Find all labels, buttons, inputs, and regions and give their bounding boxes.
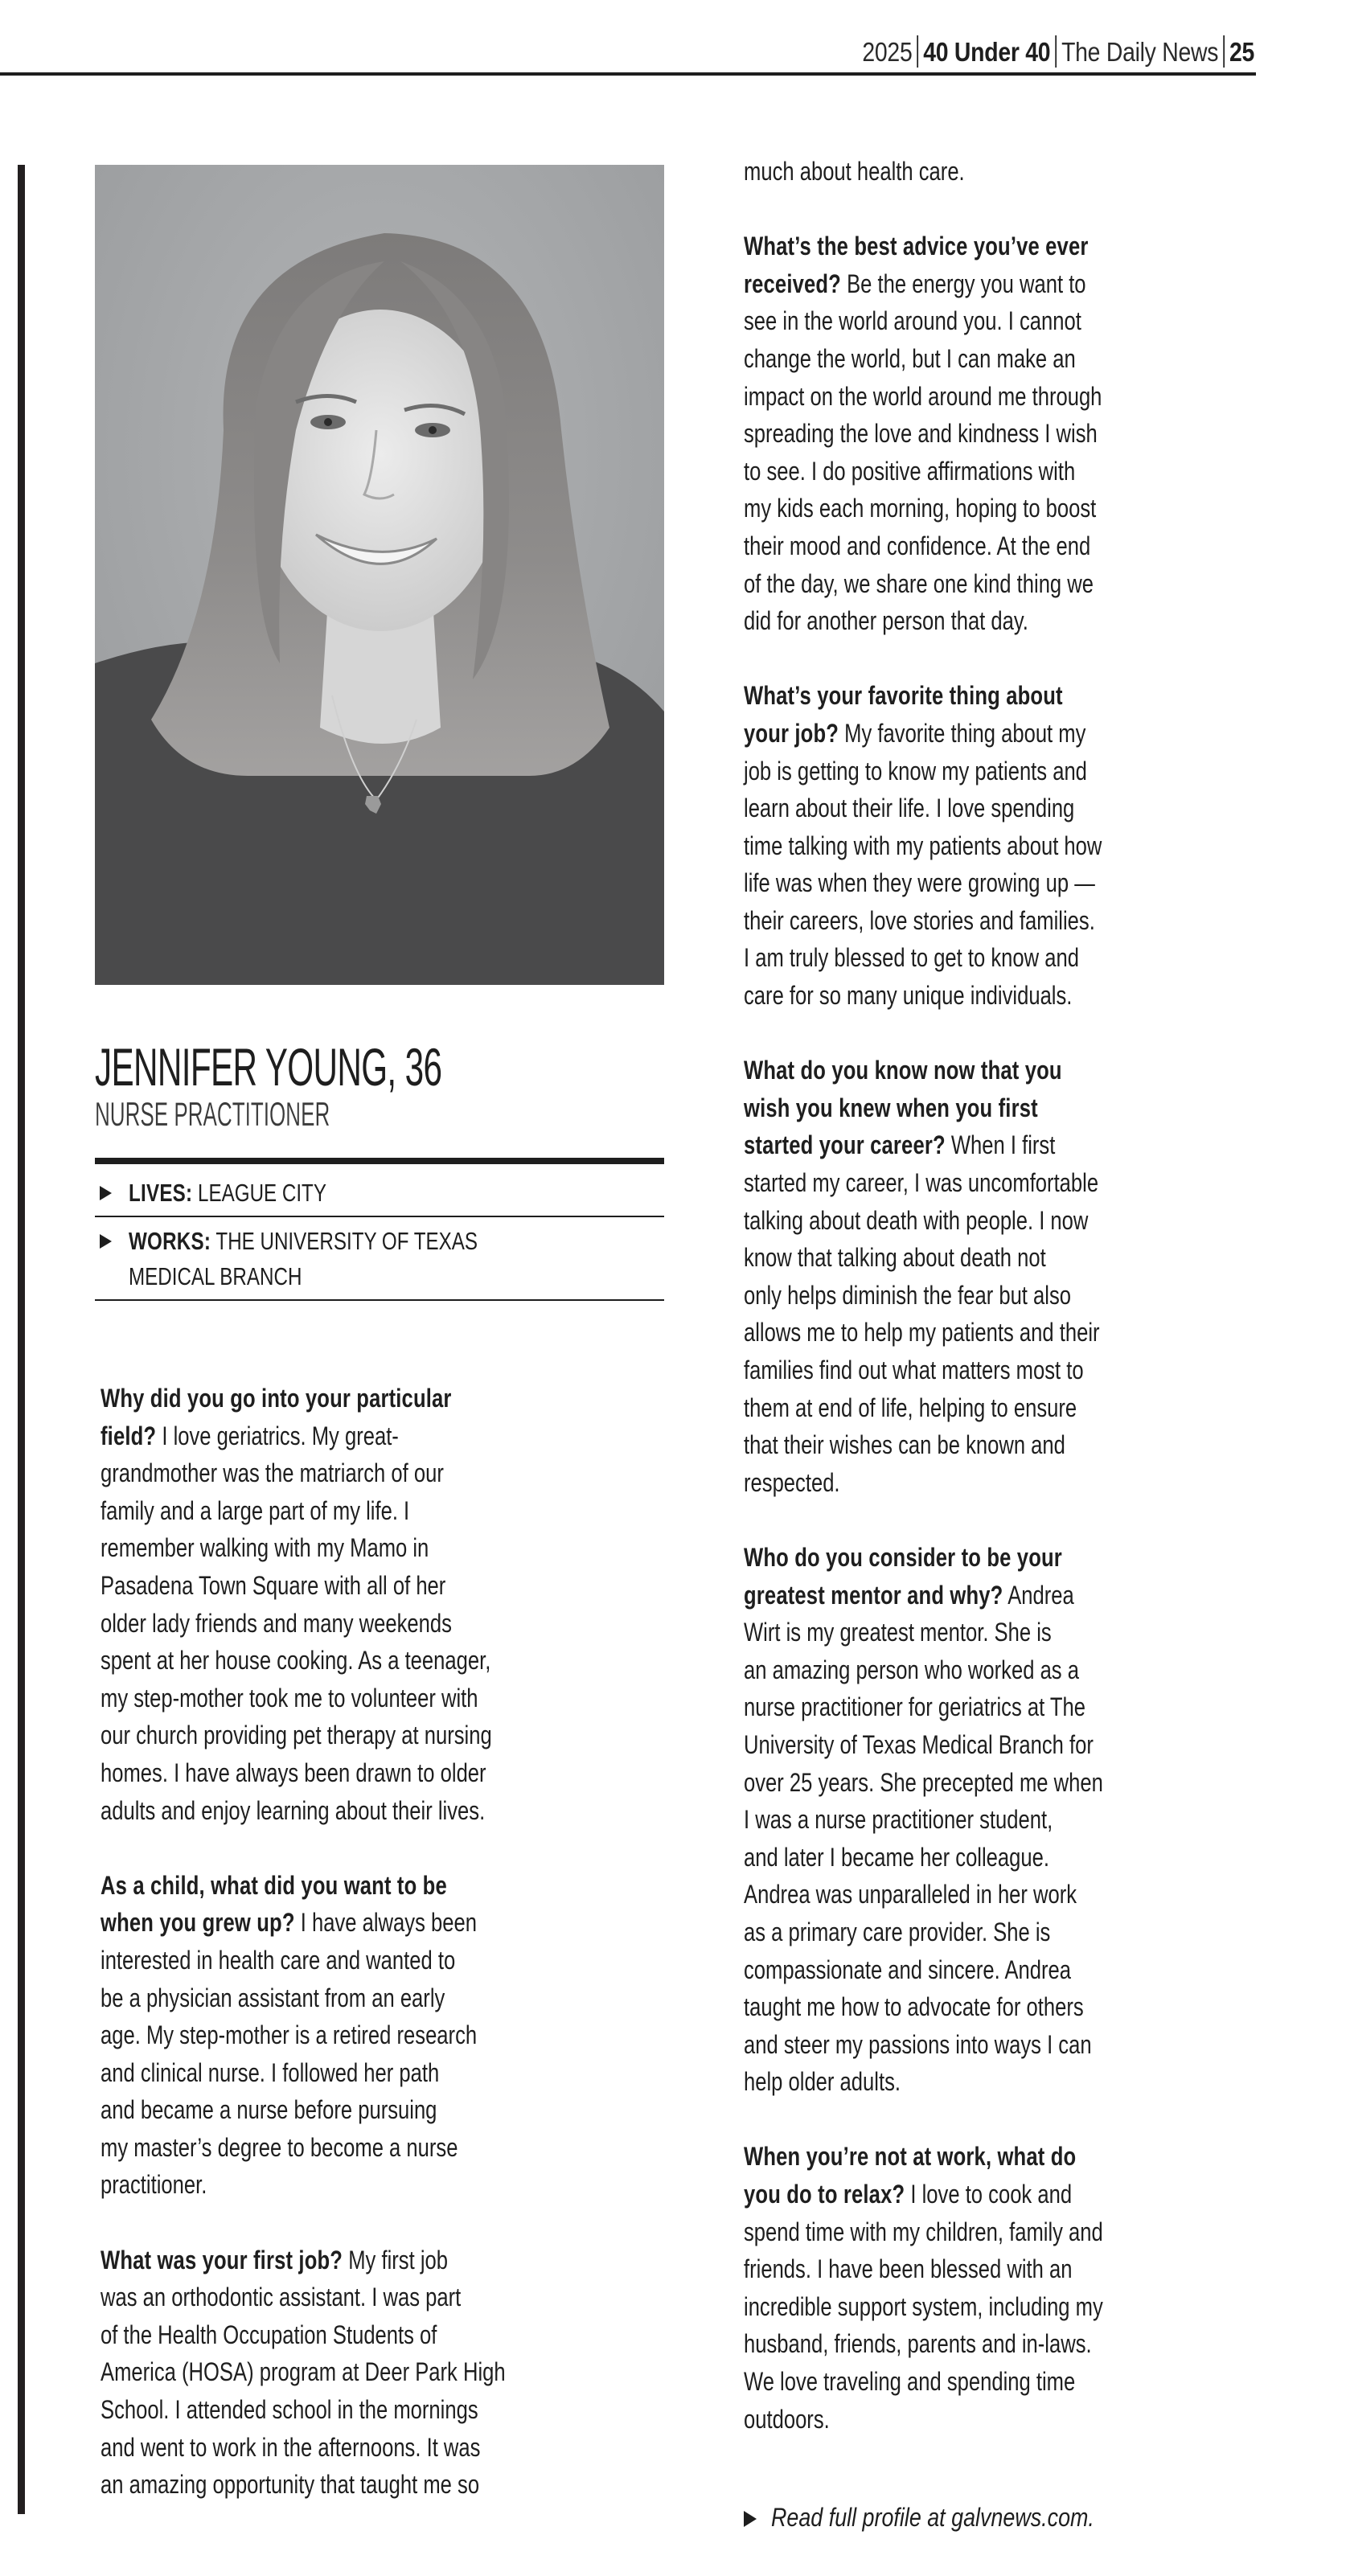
text-line (101, 2466, 551, 2504)
text-line (101, 1605, 551, 1643)
header-divider (917, 35, 919, 68)
answer-text: an amazing person who worked as a (744, 1655, 1079, 1684)
answer-text: adults and enjoy learning about their lives. (101, 1795, 486, 1825)
text-line (744, 490, 1168, 527)
header-publication: The Daily News (1061, 37, 1219, 67)
profile-facts (95, 1175, 664, 1301)
answer-text: our church providing pet therapy at nursing (101, 1721, 492, 1750)
triangle-right-icon (100, 1186, 112, 1200)
text-line (744, 2363, 1168, 2401)
answer-text: life was when they were growing up — (744, 868, 1095, 898)
answer-text: and clinical nurse. I followed her path (101, 2057, 440, 2087)
answer-text: my kids each morning, hoping to boost (744, 494, 1097, 523)
text-line (744, 2288, 1168, 2326)
decorative-side-bar (18, 165, 25, 2514)
page-header (0, 0, 1256, 76)
profile-heading (95, 1037, 664, 1132)
answer-text: only helps diminish the fear but also (744, 1280, 1071, 1310)
text-line (744, 1089, 1168, 1127)
question-text: started your career? (744, 1130, 946, 1160)
answer-text: my step-mother took me to volunteer with (101, 1683, 478, 1713)
answer-text: of the Health Occupation Students of (101, 2320, 437, 2349)
answer-text: help older adults. (744, 2067, 901, 2097)
question-text: What was your first job? (101, 2245, 343, 2275)
right-column-body (744, 153, 1274, 2476)
text-line (744, 602, 1168, 640)
answer-text: Andrea was unparalleled in her work (744, 1880, 1077, 1909)
question-text: wish you knew when you first (744, 1093, 1038, 1122)
answer-text: my master’s degree to become a nurse (101, 2132, 458, 2162)
text-line (101, 1754, 551, 1792)
answer-text: Wirt is my greatest mentor. She is (744, 1618, 1052, 1647)
answer-text: spend time with my children, family and (744, 2217, 1103, 2246)
answer-text: that their wishes can be known and (744, 1430, 1065, 1460)
answer-text: their careers, love stories and families. (744, 905, 1095, 935)
text-line (744, 1314, 1168, 1352)
text-line (101, 1380, 551, 1417)
text-line (101, 1717, 551, 1754)
text-line (744, 1577, 1168, 1614)
text-line (744, 453, 1168, 490)
text-line (744, 939, 1168, 977)
text-line (101, 2353, 551, 2391)
fact-works (95, 1224, 664, 1301)
text-line (744, 1464, 1168, 1502)
text-line (101, 1567, 551, 1605)
text-line (744, 2176, 1168, 2213)
text-line (744, 1389, 1168, 1427)
text-line (744, 715, 1168, 753)
answer-text: was an orthodontic assistant. I was part (101, 2283, 462, 2312)
text-line (744, 1614, 1168, 1651)
text-line (101, 2429, 551, 2467)
text-line (101, 2016, 551, 2054)
text-line (101, 1904, 551, 1942)
answer-text: I love to cook and (905, 2180, 1073, 2209)
answer-text: taught me how to advocate for others (744, 1992, 1084, 2022)
question-text: your job? (744, 718, 839, 748)
answer-text: allows me to help my patients and their (744, 1318, 1100, 1347)
answer-text: respected. (744, 1467, 840, 1497)
text-line (744, 1914, 1168, 1951)
text-line (101, 2091, 551, 2129)
text-line (744, 1801, 1168, 1839)
text-line (101, 1529, 551, 1567)
text-line (101, 2391, 551, 2429)
answer-text: interested in health care and wanted to (101, 1945, 456, 1975)
answer-text: I love geriatrics. My great- (156, 1421, 399, 1450)
text-line (744, 2213, 1168, 2251)
text-line (101, 1792, 551, 1830)
text-line (744, 1426, 1168, 1464)
answer-text: When I first (945, 1130, 1056, 1160)
text-line (744, 1726, 1168, 1764)
text-line (744, 2250, 1168, 2288)
answer-text: of the day, we share one kind thing we (744, 568, 1094, 598)
portrait-illustration (95, 165, 664, 985)
profile-title: NURSE PRACTITIONER (95, 1095, 330, 1133)
answer-text: and became a nurse before pursuing (101, 2095, 437, 2125)
header-page-number: 25 (1229, 37, 1254, 67)
text-line (744, 153, 1168, 191)
text-line (744, 1839, 1168, 1877)
answer-text: School. I attended school in the mornings (101, 2395, 478, 2425)
question-text: Why did you go into your particular (101, 1384, 452, 1413)
answer-text: an amazing opportunity that taught me so (101, 2470, 480, 2500)
text-line (744, 340, 1168, 378)
text-line (101, 2316, 551, 2354)
fact-value: MEDICAL BRANCH (129, 1262, 302, 1290)
answer-text: older lady friends and many weekends (101, 1608, 452, 1638)
text-line (744, 1876, 1168, 1914)
answer-text: did for another person that day. (744, 606, 1028, 636)
text-line (744, 1277, 1168, 1315)
question-text: What’s your favorite thing about (744, 681, 1063, 711)
text-line (744, 1764, 1168, 1802)
text-line (744, 1951, 1168, 1989)
question-text: What’s the best advice you’ve ever (744, 232, 1089, 261)
text-line (744, 228, 1168, 265)
text-line (101, 2242, 551, 2279)
answer-text: talking about death with people. I now (744, 1205, 1089, 1235)
text-line (744, 864, 1168, 902)
text-line (744, 902, 1168, 940)
text-line (744, 2026, 1168, 2064)
qa-paragraph (744, 677, 1274, 1014)
answer-text: started my career, I was uncomfortable (744, 1168, 1099, 1198)
answer-text: change the world, but I can make an (744, 343, 1076, 373)
question-text: Who do you consider to be your (744, 1542, 1062, 1572)
qa-paragraph (101, 1867, 663, 2204)
answer-text: over 25 years. She precepted me when (744, 1767, 1103, 1797)
answer-text: them at end of life, helping to ensure (744, 1393, 1077, 1422)
answer-text: friends. I have been blessed with an (744, 2254, 1073, 2284)
answer-text: practitioner. (101, 2170, 207, 2200)
qa-paragraph (744, 1539, 1274, 2101)
qa-paragraph (744, 228, 1274, 640)
fact-value: THE UNIVERSITY OF TEXAS (215, 1227, 478, 1255)
answer-text: grandmother was the matriarch of our (101, 1458, 444, 1488)
header-divider (1223, 35, 1225, 68)
text-line (101, 1942, 551, 1979)
answer-text: nurse practitioner for geriatrics at The (744, 1692, 1085, 1722)
text-line (101, 2279, 551, 2316)
text-line (101, 1417, 551, 1455)
answer-text: impact on the world around me through (744, 381, 1102, 411)
text-line (101, 2129, 551, 2167)
text-line (744, 2401, 1168, 2439)
heading-rule (95, 1158, 664, 1164)
answer-text: families find out what matters most to (744, 1356, 1084, 1384)
text-line (101, 2166, 551, 2204)
answer-text: as a primary care provider. She is (744, 1917, 1051, 1946)
answer-text: spreading the love and kindness I wish (744, 419, 1098, 449)
triangle-right-icon (744, 2511, 757, 2527)
question-text: when you grew up? (101, 1908, 295, 1938)
answer-text: time talking with my patients about how (744, 831, 1102, 860)
answer-text: Be the energy you want to (840, 269, 1086, 298)
text-line (744, 1126, 1168, 1164)
read-more-link[interactable] (744, 2499, 1155, 2536)
answer-text: to see. I do positive affirmations with (744, 456, 1076, 486)
answer-text: I was a nurse practitioner student, (744, 1805, 1053, 1835)
text-line (744, 2325, 1168, 2363)
profile-name: JENNIFER YOUNG, 36 (95, 1037, 442, 1097)
answer-text: remember walking with my Mamo in (101, 1533, 429, 1563)
text-line (744, 827, 1168, 865)
qa-paragraph (101, 2242, 663, 2504)
text-line (101, 1867, 551, 1905)
text-line (101, 1979, 551, 2017)
text-line (744, 378, 1168, 416)
text-line (744, 1352, 1168, 1389)
text-line (744, 1202, 1168, 1240)
answer-text: I have always been (294, 1908, 477, 1938)
text-line (744, 1988, 1168, 2026)
question-text: received? (744, 269, 841, 298)
qa-paragraph (744, 153, 1274, 191)
answer-text: age. My step-mother is a retired research (101, 2020, 478, 2050)
qa-paragraph (744, 2138, 1274, 2438)
text-line (744, 565, 1168, 603)
text-line (744, 977, 1168, 1015)
text-line (744, 1688, 1168, 1726)
fact-value: LEAGUE CITY (198, 1179, 326, 1207)
answer-text: family and a large part of my life. I (101, 1495, 410, 1525)
question-text: you do to relax? (744, 2180, 905, 2209)
text-line (101, 2054, 551, 2092)
text-line (101, 1680, 551, 1717)
answer-text: We love traveling and spending time (744, 2367, 1076, 2397)
fact-label: LIVES: (129, 1179, 193, 1207)
answer-text: their mood and confidence. At the end (744, 531, 1091, 560)
answer-text: know that talking about death not (744, 1243, 1046, 1273)
question-text: field? (101, 1421, 157, 1450)
text-line (744, 753, 1168, 790)
text-line (744, 265, 1168, 303)
answer-text: care for so many unique individuals. (744, 981, 1073, 1011)
text-line (744, 790, 1168, 827)
header-folio (862, 35, 1254, 68)
answer-text: learn about their life. I love spending (744, 794, 1075, 823)
profile-photo (95, 165, 664, 985)
text-line (744, 1239, 1168, 1277)
answer-text: incredible support system, including my (744, 2291, 1103, 2321)
text-line (744, 302, 1168, 340)
text-line (744, 677, 1168, 715)
text-line (744, 2063, 1168, 2101)
answer-text: America (HOSA) program at Deer Park High (101, 2357, 506, 2387)
left-column-body (101, 1380, 663, 2541)
text-line (744, 1164, 1168, 1202)
answer-text: outdoors. (744, 2404, 830, 2434)
text-line (101, 1492, 551, 1530)
answer-text: and went to work in the afternoons. It was (101, 2432, 481, 2462)
text-line (744, 527, 1168, 565)
answer-text: husband, friends, parents and in-laws. (744, 2329, 1092, 2359)
answer-text: much about health care. (744, 157, 965, 186)
text-line (744, 1539, 1168, 1577)
answer-text: Andrea (1003, 1580, 1074, 1610)
answer-text: My favorite thing about my (839, 718, 1086, 748)
header-year: 2025 (862, 37, 913, 67)
answer-text: see in the world around you. I cannot (744, 306, 1081, 336)
answer-text: job is getting to know my patients and (744, 756, 1087, 786)
text-line (744, 415, 1168, 453)
answer-text: spent at her house cooking. As a teenager, (101, 1646, 491, 1676)
header-divider (1055, 35, 1057, 68)
fact-lives (95, 1175, 664, 1217)
answer-text: homes. I have always been drawn to older (101, 1758, 486, 1787)
read-more-text: Read full profile at galvnews.com. (771, 2503, 1094, 2532)
fact-label: WORKS: (129, 1227, 211, 1255)
question-text: When you’re not at work, what do (744, 2142, 1077, 2172)
answer-text: and steer my passions into ways I can (744, 2029, 1092, 2059)
question-text: As a child, what did you want to be (101, 1870, 447, 1900)
text-line (744, 1052, 1168, 1089)
header-section: 40 Under 40 (923, 37, 1051, 67)
text-line (101, 1454, 551, 1492)
qa-paragraph (744, 1052, 1274, 1501)
answer-text: be a physician assistant from an early (101, 1983, 445, 2012)
text-line (744, 2138, 1168, 2176)
text-line (101, 1642, 551, 1680)
triangle-right-icon (100, 1234, 112, 1249)
text-line (744, 1651, 1168, 1689)
answer-text: compassionate and sincere. Andrea (744, 1955, 1072, 1984)
answer-text: University of Texas Medical Branch for (744, 1729, 1094, 1759)
question-text: What do you know now that you (744, 1056, 1062, 1085)
qa-paragraph (101, 1380, 663, 1829)
answer-text: I am truly blessed to get to know and (744, 943, 1079, 973)
answer-text: and later I became her colleague. (744, 1842, 1049, 1872)
answer-text: Pasadena Town Square with all of her (101, 1570, 446, 1600)
answer-text: My first job (343, 2245, 448, 2275)
question-text: greatest mentor and why? (744, 1580, 1003, 1610)
